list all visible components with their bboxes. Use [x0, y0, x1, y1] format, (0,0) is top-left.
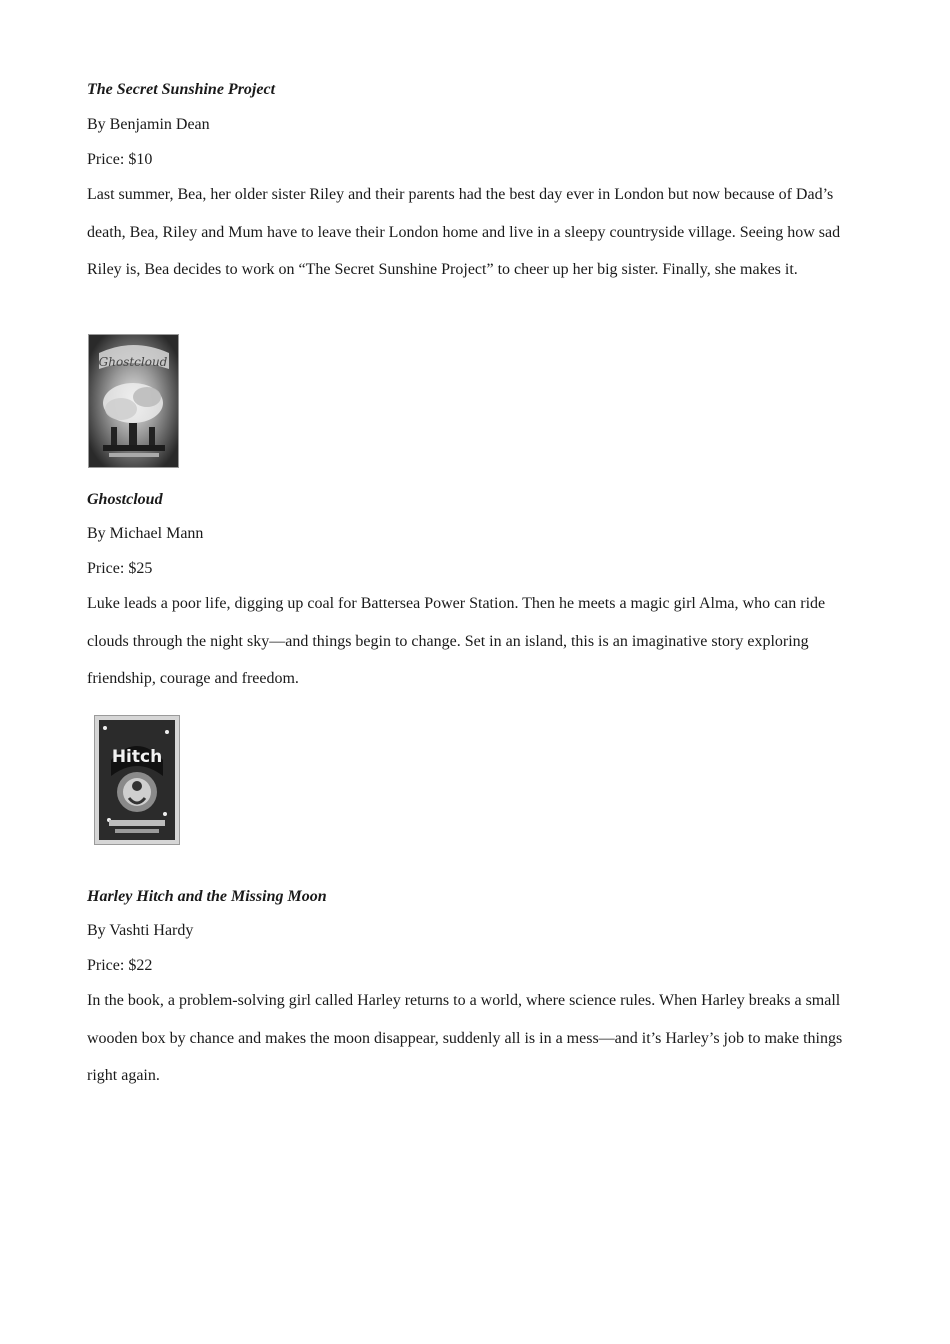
book-cover-icon [89, 335, 178, 467]
book-author: By Benjamin Dean [87, 116, 210, 133]
book-title: Ghostcloud [87, 491, 163, 508]
svg-text:Ghostcloud: Ghostcloud [98, 355, 168, 369]
book-description: Last summer, Bea, her older sister Riley and their parents had the best day ever in London but now because of Dad’s death, Bea, Riley and Mum have to leave their London home and live in a sleepy countryside village. Seeing how sad Riley is, Bea decides to work on “The Secret Sunshine Project” to cheer up her big sister. Finally, she makes it. [87, 186, 841, 278]
svg-text:Hitch: Hitch [111, 747, 163, 767]
book-title: Harley Hitch and the Missing Moon [87, 888, 327, 905]
book-description: Luke leads a poor life, digging up coal for Battersea Power Station. Then he meets a magic girl Alma, who can ride clouds through the night sky—and things begin to change. Set in an island, this is an imaginative story exploring friendship, courage and freedom. [87, 595, 826, 687]
book-title: The Secret Sunshine Project [87, 81, 276, 98]
book-author: By Michael Mann [87, 525, 204, 542]
book-price: Price: $10 [87, 151, 153, 168]
book-author: By Vashti Hardy [87, 922, 194, 939]
harley-hitch-cover-image [94, 715, 180, 845]
book-description: In the book, a problem-solving girl called Harley returns to a world, where science rules. When Harley breaks a small wooden box by chance and makes the moon disappear, suddenly all is in a mess—and it’s Harley’s job to make things right again. [87, 992, 843, 1084]
book-price: Price: $25 [87, 560, 153, 577]
book-cover-icon [95, 716, 179, 844]
ghostcloud-cover-image [88, 334, 179, 468]
book-price: Price: $22 [87, 957, 153, 974]
